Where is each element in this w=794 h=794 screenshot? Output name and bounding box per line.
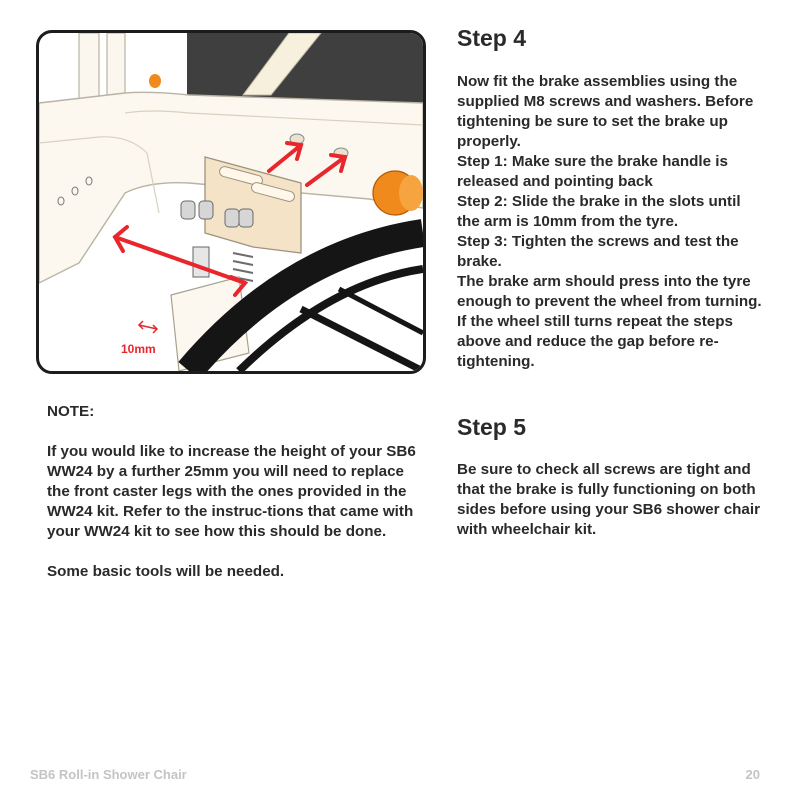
step4-line: Step 3: Tighten the screws and test the brake. [457,233,739,270]
orange-pin [149,74,161,88]
note-tools: Some basic tools will be needed. [47,563,285,580]
step4-line: If the wheel still turns repeat the steps above and reduce the gap before re-tightening. [457,313,733,370]
step5-text: Be sure to check all screws are tight and that the brake is fully functioning on both sides before using your SB6 shower chair with wheelchair kit. [457,461,760,538]
step4-line: Step 2: Slide the brake in the slots until the arm is 10mm from the tyre. [457,193,741,230]
brake-diagram [39,33,423,371]
page-number: 20 [745,767,760,782]
note-section [47,402,417,582]
footer-title: SB6 Roll-in Shower Chair [30,767,187,782]
step5-body [457,460,767,540]
step4-line: Now fit the brake assemblies using the supplied M8 screws and washers. Before tightening be sure to set the brake up properly. [457,73,754,150]
brake-assembly-illustration [36,30,426,374]
step4-body [457,72,767,372]
step4-line: The brake arm should press into the tyre enough to prevent the wheel from turning. [457,273,762,310]
brake-knob-highlight [399,175,423,211]
step4-heading: Step 4 [457,25,527,51]
note-title: NOTE: [47,403,95,420]
step5-heading: Step 5 [457,414,527,440]
gap-indicator [139,321,157,333]
step4-line: Step 1: Make sure the brake handle is released and pointing back [457,153,728,190]
note-paragraph: If you would like to increase the height of your SB6 WW24 by a further 25mm you will need to replace the front caster legs with the ones provided in the WW24 kit. Refer to the instruc-tions that came with your WW24 kit to see how this should be done. [47,443,416,540]
spoke [301,309,423,371]
instructions-column [457,22,767,540]
gap-label: 10mm [121,342,156,356]
spoke [339,289,423,333]
